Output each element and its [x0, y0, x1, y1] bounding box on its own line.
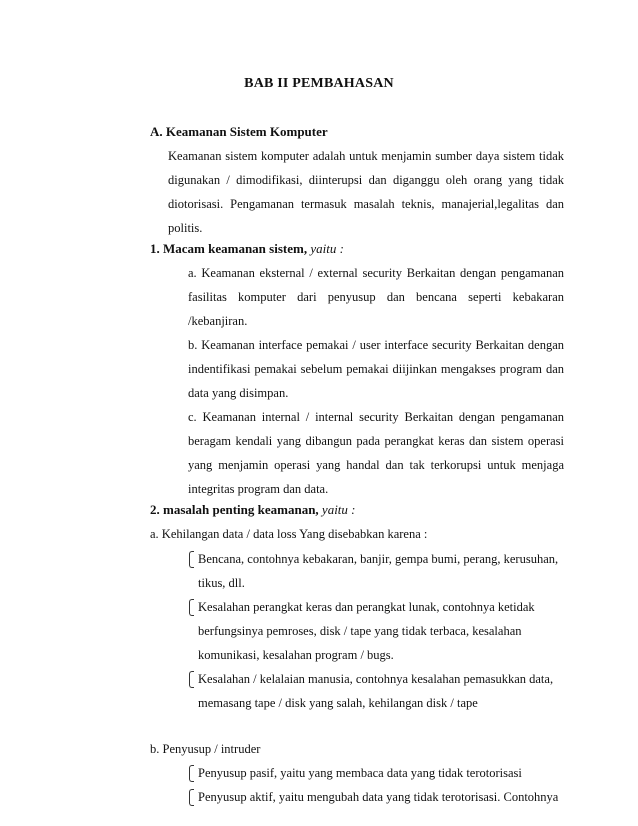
- bullet-bracket-icon: [189, 551, 194, 568]
- item-b-line-2: indentifikasi pemakai sebelum pemakai diijinkan mengakses program dan: [188, 362, 564, 376]
- section-a-heading: A. Keamanan Sistem Komputer: [150, 124, 328, 139]
- section-1-heading: 1. Macam keamanan sistem, yaitu :: [150, 241, 344, 256]
- bullet-b1-line-1: Penyusup pasif, yaitu yang membaca data yang tidak terotorisasi: [198, 766, 522, 780]
- item-c-line-3: yang menjamin operasi yang handal dan tak terkorupsi untuk menjaga: [188, 458, 564, 472]
- page-title: BAB II PEMBAHASAN: [244, 76, 394, 91]
- bullet-a2-line-1: Kesalahan perangkat keras dan perangkat lunak, contohnya ketidak: [198, 600, 535, 614]
- bullet-b2-line-1: Penyusup aktif, yaitu mengubah data yang tidak terotorisasi. Contohnya: [198, 790, 559, 804]
- item-a-line-3: /kebanjiran.: [188, 314, 248, 328]
- section-a-line-4: politis.: [168, 221, 203, 235]
- section-a-line-3: diotorisasi. Pengamanan termasuk masalah teknis, manajerial,legalitas dan: [168, 197, 564, 211]
- item-c-line-2: beragam kendali yang dibangun pada perangkat keras dan sistem operasi: [188, 434, 564, 448]
- subsection-a-heading: a. Kehilangan data / data loss Yang disebabkan karena :: [150, 527, 428, 541]
- item-b-line-3: data yang disimpan.: [188, 386, 289, 400]
- bullet-a1-line-2: tikus, dll.: [198, 576, 245, 590]
- subsection-b-heading: b. Penyusup / intruder: [150, 742, 261, 756]
- item-c-line-4: integritas program dan data.: [188, 482, 329, 496]
- bullet-a1-line-1: Bencana, contohnya kebakaran, banjir, gempa bumi, perang, kerusuhan,: [198, 552, 559, 566]
- bullet-bracket-icon: [189, 765, 194, 782]
- bullet-a3-line-1: Kesalahan / kelalaian manusia, contohnya kesalahan pemasukkan data,: [198, 672, 554, 686]
- item-a-line-2: fasilitas komputer dari penyusup dan bencana seperti kebakaran: [188, 290, 564, 304]
- section-a-line-2: digunakan / dimodifikasi, diinterupsi dan diganggu oleh orang yang tidak: [168, 173, 564, 187]
- item-b-line-1: b. Keamanan interface pemakai / user interface security Berkaitan dengan: [188, 338, 564, 352]
- bullet-a3-line-2: memasang tape / disk yang salah, kehilangan disk / tape: [198, 696, 478, 710]
- item-a-line-1: a. Keamanan eksternal / external security Berkaitan dengan pengamanan: [188, 266, 564, 280]
- bullet-bracket-icon: [189, 789, 194, 806]
- section-2-heading: 2. masalah penting keamanan, yaitu :: [150, 502, 356, 517]
- bullet-bracket-icon: [189, 599, 194, 616]
- bullet-a2-line-3: komunikasi, kesalahan program / bugs.: [198, 648, 394, 662]
- bullet-a2-line-2: berfungsinya pemroses, disk / tape yang tidak terbaca, kesalahan: [198, 624, 522, 638]
- bullet-bracket-icon: [189, 671, 194, 688]
- section-a-line-1: Keamanan sistem komputer adalah untuk menjamin sumber daya sistem tidak: [168, 149, 564, 163]
- item-c-line-1: c. Keamanan internal / internal security Berkaitan dengan pengamanan: [188, 410, 564, 424]
